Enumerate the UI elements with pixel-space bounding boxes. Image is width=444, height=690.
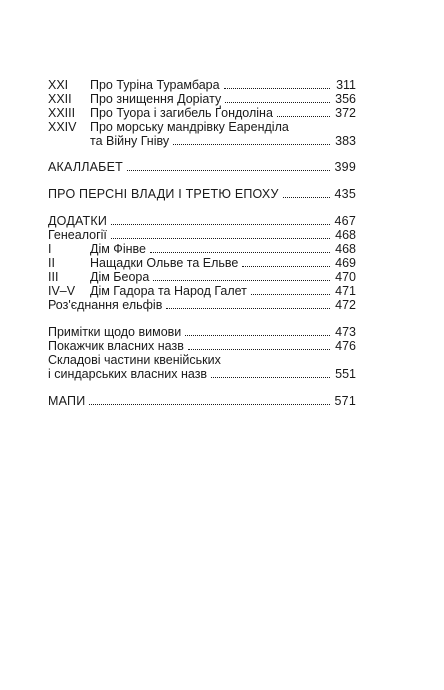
section-title: ПРО ПЕРСНІ ВЛАДИ І ТРЕТЮ ЕПОХУ [48,187,279,201]
toc-entry-rings-of-power[interactable] [48,187,356,201]
toc-entry-chapter-24-continued[interactable] [48,134,356,148]
chapter-number: XXIV [48,120,77,134]
genealogy-title: Дім Гадора та Народ Галет [90,284,247,298]
leader-spacer [293,130,330,131]
leader-spacer [225,363,330,364]
page-number: 473 [335,325,356,339]
toc-entry-genealogy-3[interactable] [48,270,356,284]
toc-entry-name-elements-continued[interactable] [48,367,356,381]
toc-entry-sundering[interactable] [48,298,356,312]
page-number: 551 [335,367,356,381]
dot-leader [251,293,330,295]
toc-entry-akallabeth[interactable] [48,160,356,174]
genealogy-title: Дім Беора [90,270,150,284]
genealogy-number: III [48,270,59,284]
genealogy-number: IV–V [48,284,76,298]
toc-entry-genealogies[interactable] [48,228,356,242]
page-number: 467 [334,214,356,228]
toc-entry-genealogy-1[interactable] [48,242,356,256]
page-number: 399 [334,160,356,174]
chapter-number: XXI [48,78,69,92]
dot-leader [166,307,330,309]
section-title: МАПИ [48,394,86,408]
subsection-title: Роз'єднання ельфів [48,298,163,312]
page-number: 571 [334,394,356,408]
page-number: 356 [335,92,356,106]
genealogy-number: I [48,242,52,256]
section-title: Примітки щодо вимови [48,325,182,339]
chapter-title: Про знищення Доріату [90,92,222,106]
toc-entry-chapter-21[interactable] [48,78,356,92]
chapter-title-continued: та Війну Гніву [90,134,170,148]
section-title-continued: і синдарських власних назв [48,367,208,381]
page-number: 468 [335,242,356,256]
section-title: Складові частини квенійських [48,353,221,367]
dot-leader [224,87,330,89]
section-title: Покажчик власних назв [48,339,184,353]
toc-entry-name-elements[interactable] [48,353,356,367]
genealogy-number: II [48,256,55,270]
toc-entry-appendices[interactable] [48,214,356,228]
dot-leader [188,348,330,350]
page-number: 476 [335,339,356,353]
dot-leader [185,334,330,336]
section-title: АКАЛЛАБЕТ [48,160,123,174]
page-number: 383 [335,134,356,148]
page-number: 472 [335,298,356,312]
toc-entry-chapter-22[interactable] [48,92,356,106]
page-number: 435 [334,187,356,201]
dot-leader [225,101,330,103]
page-number: 468 [335,228,356,242]
dot-leader [211,376,330,378]
page-number: 470 [335,270,356,284]
chapter-title: Про Туріна Турамбара [90,78,220,92]
toc-entry-maps[interactable] [48,394,356,408]
toc-entry-genealogy-4-5[interactable] [48,284,356,298]
section-title: ДОДАТКИ [48,214,108,228]
page-number: 311 [336,78,356,92]
chapter-title: Про морську мандрівку Еаренділа [90,120,289,134]
genealogy-title: Нащадки Ольве та Ельве [90,256,239,270]
table-of-contents [48,78,356,408]
page-number: 469 [335,256,356,270]
chapter-title: Про Туора і загибель Ґондоліна [90,106,273,120]
chapter-number: XXII [48,92,72,106]
dot-leader [173,143,330,145]
dot-leader [111,237,330,239]
dot-leader [153,279,330,281]
toc-entry-genealogy-2[interactable] [48,256,356,270]
toc-entry-chapter-23[interactable] [48,106,356,120]
dot-leader [127,169,330,171]
subsection-title: Генеалогії [48,228,107,242]
genealogy-title: Дім Фінве [90,242,146,256]
dot-leader [277,115,330,117]
toc-entry-pronunciation-notes[interactable] [48,325,356,339]
dot-leader [111,223,330,225]
page-number: 372 [335,106,356,120]
dot-leader [242,265,330,267]
toc-entry-name-index[interactable] [48,339,356,353]
dot-leader [150,251,330,253]
dot-leader [283,196,330,198]
page-number: 471 [335,284,356,298]
chapter-number: XXIII [48,106,76,120]
dot-leader [89,403,330,405]
toc-entry-chapter-24[interactable] [48,120,356,134]
